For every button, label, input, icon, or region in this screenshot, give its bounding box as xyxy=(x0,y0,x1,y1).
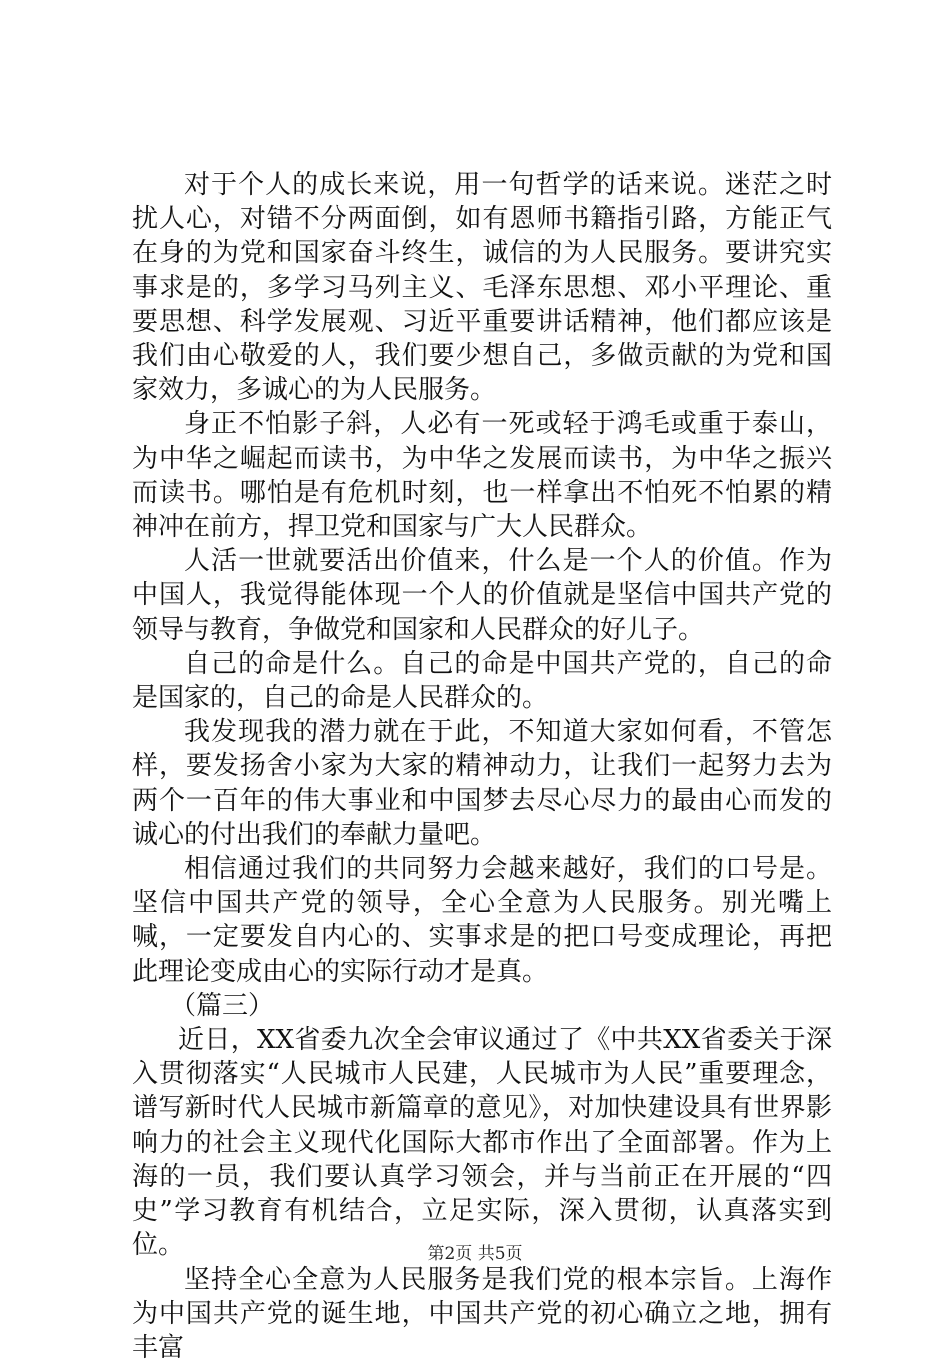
section-heading: （篇三） xyxy=(132,989,832,1023)
page-footer: 第2页 共5页 xyxy=(0,1242,950,1266)
paragraph: 人活一世就要活出价值来，什么是一个人的价值。作为中国人，我觉得能体现一个人的价值就是坚信中国共产党的领导与教育，争做党和国家和人民群众的好儿子。 xyxy=(132,544,832,647)
document-body xyxy=(132,168,832,1365)
paragraph: 近日，XX省委九次全会审议通过了《中共XX省委关于深入贯彻落实“人民城市人民建，人民城市为人民”重要理念，谱写新时代人民城市新篇章的意见》，对加快建设具有世界影响力的社会主义现代化国际大都市作出了全面部署。作为上海的一员，我们要认真学习领会，并与当前正在开展的“四史”学习教育有机结合，立足实际，深入贯彻，认真落实到位。 xyxy=(132,1023,832,1262)
paragraph: 身正不怕影子斜，人必有一死或轻于鸿毛或重于泰山，为中华之崛起而读书，为中华之发展而读书，为中华之振兴而读书。哪怕是有危机时刻，也一样拿出不怕死不怕累的精神冲在前方，捍卫党和国家与广大人民群众。 xyxy=(132,407,832,544)
paragraph: 对于个人的成长来说，用一句哲学的话来说。迷茫之时扰人心，对错不分两面倒，如有恩师书籍指引路，方能正气在身的为党和国家奋斗终生，诚信的为人民服务。要讲究实事求是的，多学习马列主义、毛泽东思想、邓小平理论、重要思想、科学发展观、习近平重要讲话精神，他们都应该是我们由心敬爱的人，我们要少想自己，多做贡献的为党和国家效力，多诚心的为人民服务。 xyxy=(132,168,832,407)
paragraph: 坚持全心全意为人民服务是我们党的根本宗旨。上海作为中国共产党的诞生地，中国共产党的初心确立之地，拥有丰富 xyxy=(132,1263,832,1365)
paragraph: 自己的命是什么。自己的命是中国共产党的，自己的命是国家的，自己的命是人民群众的。 xyxy=(132,647,832,715)
paragraph: 相信通过我们的共同努力会越来越好，我们的口号是。坚信中国共产党的领导，全心全意为人民服务。别光嘴上喊，一定要发自内心的、实事求是的把口号变成理论，再把此理论变成由心的实际行动才是真。 xyxy=(132,852,832,989)
paragraph: 我发现我的潜力就在于此，不知道大家如何看，不管怎样，要发扬舍小家为大家的精神动力，让我们一起努力去为两个一百年的伟大事业和中国梦去尽心尽力的最由心而发的诚心的付出我们的奉献力量吧。 xyxy=(132,715,832,852)
